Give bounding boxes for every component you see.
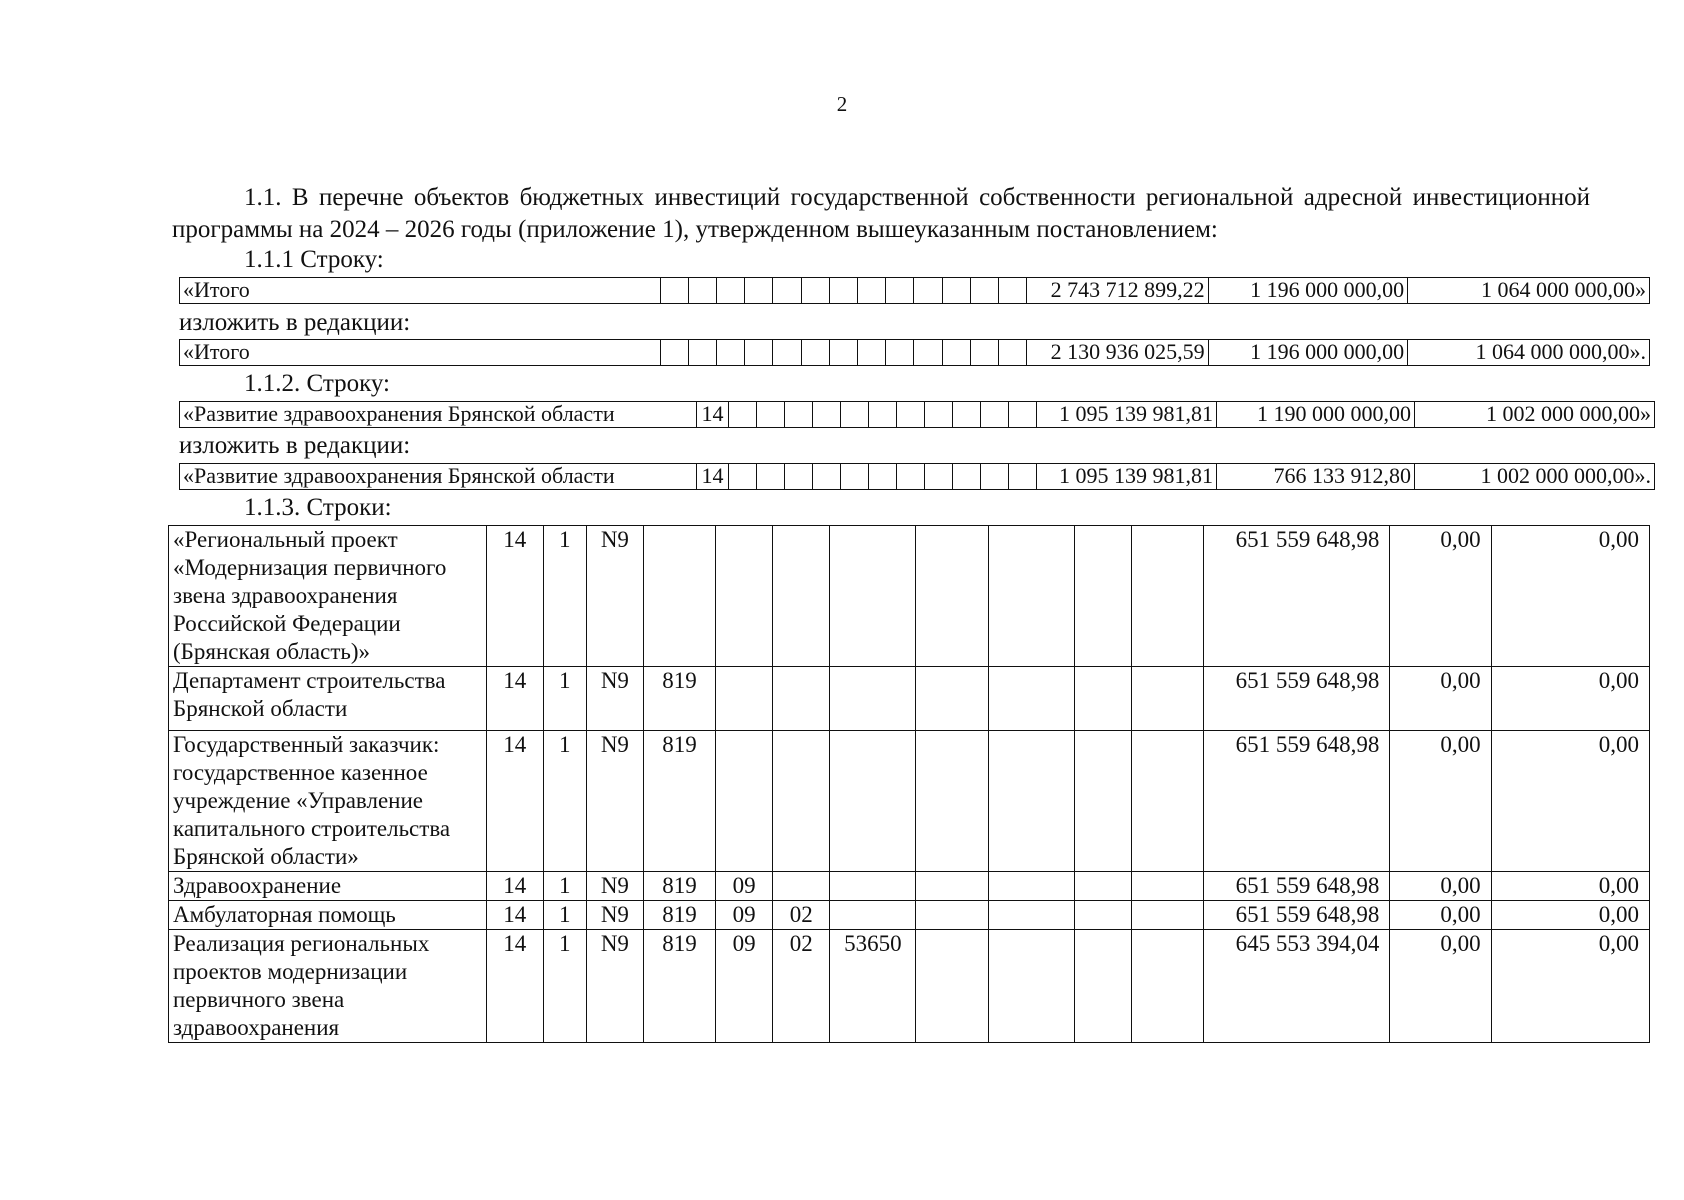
code-cell: N9 (586, 731, 643, 872)
itogo-old-row (179, 277, 1650, 304)
section-1-1-1-title: 1.1.1 Строку: (244, 246, 384, 273)
code-cell: N9 (586, 930, 643, 1043)
code-cell: 02 (773, 930, 830, 1043)
row-name: «Итого (180, 278, 661, 304)
value-2025: 0,00 (1390, 930, 1491, 1043)
code-cell (773, 731, 830, 872)
value-2026: 0,00 (1491, 901, 1649, 930)
code-cell (830, 667, 916, 731)
value-2024: 651 559 648,98 (1204, 667, 1390, 731)
value-2025: 1 190 000 000,00 (1217, 402, 1415, 428)
code-cell (830, 731, 916, 872)
row-name: «Развитие здравоохранения Брянской области (180, 402, 697, 428)
code-cell: N9 (586, 526, 643, 667)
code-cell: 53650 (830, 930, 916, 1043)
code-cell (773, 526, 830, 667)
section-1-1-2-title: 1.1.2. Строку: (244, 370, 390, 397)
code-cell: 09 (716, 901, 773, 930)
code-cell (773, 667, 830, 731)
value-2026: 0,00 (1491, 930, 1649, 1043)
intro-paragraph: 1.1. В перечне объектов бюджетных инвестиций государственной собственности региональной адресной инвестиционной программы на 2024 – 2026 годы (приложение 1), утвержденном вышеуказанным постановлением: (172, 184, 1590, 243)
table-row (169, 901, 1650, 930)
value-2024: 651 559 648,98 (1204, 872, 1390, 901)
code-cell (716, 667, 773, 731)
code-cell: 1 (543, 872, 586, 901)
row-name: Здравоохранение (169, 872, 487, 901)
code-cell: 14 (697, 464, 729, 490)
code-cell: 14 (486, 901, 543, 930)
value-2024: 651 559 648,98 (1204, 526, 1390, 667)
code-cell (716, 526, 773, 667)
table-row (180, 402, 1655, 428)
health-old-row (179, 401, 1655, 428)
row-name: «Развитие здравоохранения Брянской области (180, 464, 697, 490)
edit-phrase-1: изложить в редакции: (179, 309, 411, 336)
value-2026: 1 064 000 000,00». (1408, 340, 1650, 366)
code-cell: 1 (543, 731, 586, 872)
table-row (169, 930, 1650, 1043)
code-cell (830, 526, 916, 667)
value-2026: 0,00 (1491, 667, 1649, 731)
row-name: «Региональный проект «Модернизация первичного звена здравоохранения Российской Федерации (Брянская область)» (169, 526, 487, 667)
code-cell: 14 (697, 402, 729, 428)
code-cell: 819 (643, 930, 715, 1043)
page-number: 2 (836, 92, 848, 116)
itogo-new-row (179, 339, 1650, 366)
code-cell: 14 (486, 872, 543, 901)
code-cell (773, 872, 830, 901)
code-cell: 09 (716, 930, 773, 1043)
value-2025: 0,00 (1390, 731, 1491, 872)
code-cell (643, 526, 715, 667)
code-cell: N9 (586, 667, 643, 731)
code-cell: 819 (643, 901, 715, 930)
code-cell: 819 (643, 667, 715, 731)
code-cell (830, 901, 916, 930)
value-2025: 0,00 (1390, 667, 1491, 731)
value-2025: 0,00 (1390, 872, 1491, 901)
value-2026: 0,00 (1491, 731, 1649, 872)
code-cell: 14 (486, 731, 543, 872)
code-cell: N9 (586, 872, 643, 901)
code-cell: 14 (486, 930, 543, 1043)
table-row (180, 464, 1655, 490)
code-cell (830, 872, 916, 901)
row-name: «Итого (180, 340, 661, 366)
value-2026: 1 064 000 000,00» (1408, 278, 1650, 304)
table-row (180, 278, 1650, 304)
value-2025: 766 133 912,80 (1217, 464, 1415, 490)
code-cell: 14 (486, 526, 543, 667)
value-2024: 651 559 648,98 (1204, 731, 1390, 872)
value-2024: 2 130 936 025,59 (1027, 340, 1208, 366)
code-cell (716, 731, 773, 872)
row-name: Государственный заказчик: государственное казенное учреждение «Управление капитального строительства Брянской области» (169, 731, 487, 872)
row-name: Реализация региональных проектов модернизации первичного звена здравоохранения (169, 930, 487, 1043)
table-row (180, 340, 1650, 366)
row-name: Амбулаторная помощь (169, 901, 487, 930)
value-2025: 0,00 (1390, 901, 1491, 930)
code-cell: 02 (773, 901, 830, 930)
code-cell: 1 (543, 667, 586, 731)
value-2025: 0,00 (1390, 526, 1491, 667)
value-2024: 645 553 394,04 (1204, 930, 1390, 1043)
edit-phrase-2: изложить в редакции: (179, 432, 411, 459)
value-2026: 0,00 (1491, 526, 1649, 667)
value-2025: 1 196 000 000,00 (1208, 340, 1407, 366)
code-cell: 819 (643, 872, 715, 901)
code-cell: 819 (643, 731, 715, 872)
value-2026: 0,00 (1491, 872, 1649, 901)
code-cell: 1 (543, 526, 586, 667)
code-cell: 1 (543, 930, 586, 1043)
object-rows-table (168, 525, 1650, 1043)
value-2026: 1 002 000 000,00». (1415, 464, 1655, 490)
value-2025: 1 196 000 000,00 (1208, 278, 1407, 304)
value-2026: 1 002 000 000,00» (1415, 402, 1655, 428)
code-cell: 1 (543, 901, 586, 930)
value-2024: 1 095 139 981,81 (1037, 402, 1217, 428)
table-row (169, 667, 1650, 731)
value-2024: 2 743 712 899,22 (1027, 278, 1208, 304)
health-new-row (179, 463, 1655, 490)
section-1-1-3-title: 1.1.3. Строки: (244, 494, 392, 521)
value-2024: 651 559 648,98 (1204, 901, 1390, 930)
value-2024: 1 095 139 981,81 (1037, 464, 1217, 490)
code-cell: N9 (586, 901, 643, 930)
row-name: Департамент строительства Брянской области (169, 667, 487, 731)
code-cell: 09 (716, 872, 773, 901)
code-cell: 14 (486, 667, 543, 731)
table-row (169, 526, 1650, 667)
table-row (169, 872, 1650, 901)
table-row (169, 731, 1650, 872)
